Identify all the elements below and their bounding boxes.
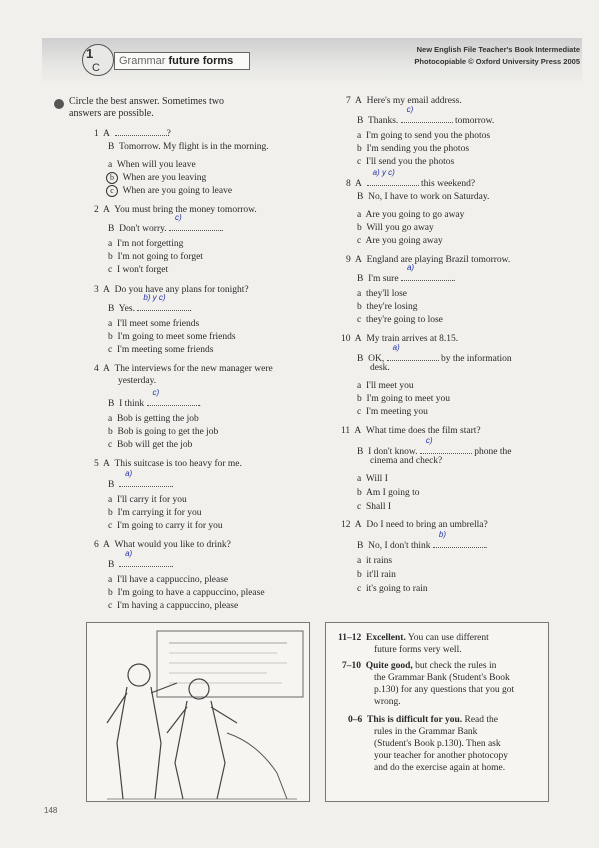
section-title-box	[114, 52, 250, 70]
score-row-good: 7–10 Quite good, but check the rules in	[342, 661, 497, 671]
q10-option-a[interactable]: a I'll meet you	[357, 381, 414, 391]
q5-option-b[interactable]: b I'm carrying it for you	[108, 508, 202, 518]
handwritten-answer: c)	[175, 213, 182, 222]
answer-blank[interactable]	[433, 530, 485, 548]
credit-line-2: Photocopiable © Oxford University Press 2005	[414, 57, 580, 66]
q8-option-a[interactable]: a Are you going to go away	[357, 210, 465, 220]
q4-option-a[interactable]: a Bob is getting the job	[108, 414, 199, 424]
answer-blank[interactable]	[420, 436, 472, 454]
question-11: 11 A What time does the film start?	[341, 426, 481, 436]
question-3-reply: B Yes. b) y c) .	[108, 293, 192, 314]
question-5-reply: B a) .	[108, 469, 174, 490]
question-10: 10 A My train arrives at 8.15.	[341, 334, 459, 344]
q8-option-b[interactable]: b Will you go away	[357, 223, 434, 233]
q3-option-b[interactable]: b I'm going to meet some friends	[108, 332, 236, 342]
question-4-cont: yesterday.	[118, 376, 157, 386]
question-8: 8 A a) y c) this weekend?	[346, 168, 476, 189]
q11-option-b[interactable]: b Am I going to	[357, 488, 420, 498]
question-7: 7 A Here's my email address.	[346, 96, 462, 106]
handwritten-answer: b)	[438, 530, 446, 539]
cartoon-drawing	[87, 623, 309, 801]
handwritten-answer: a)	[125, 469, 133, 478]
handwritten-answer: c)	[152, 388, 160, 397]
q9-option-b[interactable]: b they're losing	[357, 302, 418, 312]
q6-option-c[interactable]: c I'm having a cappuccino, please	[108, 601, 239, 611]
score-row-excellent: 11–12 Excellent. You can use different	[338, 633, 489, 643]
circled-answer: c	[106, 185, 118, 197]
exercise-bullet-icon	[54, 99, 64, 109]
q11-option-c[interactable]: c Shall I	[357, 502, 392, 512]
q4-option-c[interactable]: c Bob will get the job	[108, 440, 193, 450]
q12-option-a[interactable]: a it rains	[357, 556, 393, 566]
question-8-reply: B No, I have to work on Saturday.	[357, 192, 490, 202]
score-row-good-line3: p.130) for any questions that you got	[374, 685, 515, 695]
handwritten-answer: a)	[125, 549, 133, 558]
instructions-line-1: Circle the best answer. Sometimes two	[69, 96, 224, 107]
q7-option-b[interactable]: b I'm sending you the photos	[357, 144, 470, 154]
score-row-good-line4: wrong.	[374, 697, 401, 707]
q12-option-b[interactable]: b it'll rain	[357, 570, 396, 580]
handwritten-answer: a) y c)	[372, 168, 395, 177]
question-3: 3 A Do you have any plans for tonight?	[94, 285, 249, 295]
answer-blank[interactable]	[115, 126, 167, 136]
q6-option-a[interactable]: a I'll have a cappuccino, please	[108, 575, 229, 585]
score-row-difficult-line3: (Student's Book p.130). Then ask	[374, 739, 501, 749]
question-1: 1 A ?	[94, 126, 171, 140]
score-row-good-line2: the Grammar Bank (Student's Book	[374, 673, 510, 683]
question-2-reply: B Don't worry. c) .	[108, 213, 224, 234]
score-box	[325, 622, 549, 802]
answer-blank[interactable]	[147, 388, 199, 406]
score-row-difficult: 0–6 This is difficult for you. Read the	[348, 715, 498, 725]
score-row-difficult-line2: rules in the Grammar Bank	[374, 727, 478, 737]
q4-option-b[interactable]: b Bob is going to get the job	[108, 427, 219, 437]
credit-line-1: New English File Teacher's Book Intermediate	[416, 45, 580, 54]
q9-option-a[interactable]: a they'll lose	[357, 289, 407, 299]
lesson-badge-number: 1	[86, 46, 94, 61]
cartoon-illustration	[86, 622, 310, 802]
handwritten-answer: a)	[392, 343, 400, 352]
question-1-reply: B Tomorrow. My flight is in the morning.	[108, 142, 269, 152]
page-number: 148	[44, 806, 58, 815]
q3-option-a[interactable]: a I'll meet some friends	[108, 319, 200, 329]
score-row-excellent-cont: future forms very well.	[374, 645, 462, 655]
question-6-reply: B a) .	[108, 549, 174, 570]
q6-option-b[interactable]: b I'm going to have a cappuccino, please	[108, 588, 265, 598]
answer-blank[interactable]	[401, 263, 453, 281]
q10-option-b[interactable]: b I'm going to meet you	[357, 394, 451, 404]
question-10-reply-cont: desk.	[370, 363, 390, 373]
score-row-difficult-line4: your teacher for another photocopy	[374, 751, 509, 761]
answer-blank[interactable]	[367, 168, 419, 186]
q5-option-a[interactable]: a I'll carry it for you	[108, 495, 187, 505]
q7-option-a[interactable]: a I'm going to send you the photos	[357, 131, 491, 141]
score-row-difficult-line5: and do the exercise again at home.	[374, 763, 506, 773]
q11-option-a[interactable]: a Will I	[357, 474, 388, 484]
q2-option-a[interactable]: a I'm not forgetting	[108, 239, 184, 249]
question-9-reply: B I'm sure a) .	[357, 263, 456, 284]
question-9: 9 A England are playing Brazil tomorrow.	[346, 255, 511, 265]
question-12: 12 A Do I need to bring an umbrella?	[341, 520, 488, 530]
q8-option-c[interactable]: c Are you going away	[357, 236, 443, 246]
q3-option-c[interactable]: c I'm meeting some friends	[108, 345, 214, 355]
handwritten-answer: b) y c)	[143, 293, 166, 302]
instructions-line-2: answers are possible.	[69, 108, 154, 119]
question-11-reply-cont: cinema and check?	[370, 456, 443, 466]
q7-option-c[interactable]: c I'll send you the photos	[357, 157, 455, 167]
question-4-reply: B I think c) .	[108, 388, 201, 409]
question-7-reply: B Thanks. c) tomorrow.	[357, 105, 495, 126]
question-11-reply: B I don't know. c) phone the	[357, 436, 512, 457]
q5-option-c[interactable]: c I'm going to carry it for you	[108, 521, 223, 531]
handwritten-answer: a)	[406, 263, 415, 272]
q1-option-c[interactable]: c When are you going to leave	[108, 185, 232, 197]
q1-option-a[interactable]: a When will you leave	[108, 160, 196, 170]
q2-option-b[interactable]: b I'm not going to forget	[108, 252, 203, 262]
answer-blank[interactable]	[387, 343, 439, 361]
question-10-reply: B OK, a) by the information	[357, 343, 512, 364]
section-label: Grammar	[119, 55, 166, 67]
question-12-reply: B No, I don't think b) .	[357, 530, 488, 551]
answer-blank[interactable]	[169, 213, 221, 231]
handwritten-answer: c)	[406, 105, 414, 114]
answer-blank[interactable]	[401, 105, 453, 123]
section-title: future forms	[168, 55, 234, 67]
q1-option-b[interactable]: b When are you leaving	[108, 172, 206, 184]
q10-option-c[interactable]: c I'm meeting you	[357, 407, 428, 417]
q2-option-c[interactable]: c I won't forget	[108, 265, 169, 275]
q9-option-c[interactable]: c they're going to lose	[357, 315, 443, 325]
circled-answer: b	[106, 172, 118, 184]
question-2: 2 A You must bring the money tomorrow.	[94, 205, 257, 215]
handwritten-answer: c)	[425, 436, 433, 445]
lesson-badge-letter: C	[92, 62, 100, 74]
question-5: 5 A This suitcase is too heavy for me.	[94, 459, 242, 469]
question-6: 6 A What would you like to drink?	[94, 540, 231, 550]
question-4: 4 A The interviews for the new manager were	[94, 364, 273, 374]
q12-option-c[interactable]: c it's going to rain	[357, 584, 428, 594]
